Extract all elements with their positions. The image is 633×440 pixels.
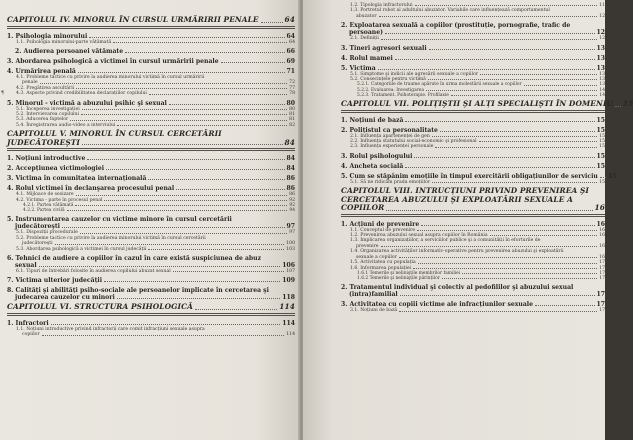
toc-page-number: 80 (286, 99, 295, 107)
toc-entry-title: 2. Polițistul ca personalitate (341, 126, 438, 134)
toc-entry (7, 247, 295, 252)
toc-entry (341, 284, 605, 298)
toc-entry (341, 55, 605, 62)
toc-entry-title: 4.2. Victima - parte în procesul penal (16, 197, 103, 203)
dot-leader (82, 109, 287, 110)
toc-entry-title-continuation: abuzator (356, 13, 377, 19)
dot-leader (104, 281, 280, 282)
right-page-table-of-contents (303, 0, 633, 440)
dot-leader (442, 278, 598, 279)
dot-leader (55, 244, 285, 245)
toc-page-number: 15 (599, 133, 605, 139)
toc-entry (7, 123, 295, 128)
toc-entry-title: 5.2. Intervievarea copilului (16, 111, 80, 117)
toc-entry-title: 1.6.2 Temerile şi nelinişțile părinților (357, 276, 440, 282)
toc-entry (341, 22, 605, 36)
toc-entry-title: 1. Psihologia minorului (7, 32, 88, 40)
toc-entry-title: 5.2.3. Tratament. Psihoterapie. Profilaxie (357, 92, 449, 98)
toc-entry (7, 130, 295, 151)
toc-page-number: 92 (289, 202, 295, 208)
dot-leader (125, 52, 284, 53)
chapter-underline (341, 216, 605, 217)
dot-leader (600, 177, 606, 178)
dot-leader (415, 5, 598, 6)
dot-leader (386, 210, 592, 211)
toc-entry (341, 187, 605, 217)
toc-entry-title: CAPITOLUL VIII. INTRUCȚIUNI PRIVIND PREVENIREA ŞI (341, 186, 589, 196)
toc-entry (341, 163, 605, 170)
toc-entry-title-continuation: prevenire (356, 243, 379, 249)
toc-entry (7, 175, 295, 182)
toc-entry-title: 5.4. Înregistrarea audio-video a interviului (16, 122, 116, 128)
toc-page-number: 81 (289, 117, 295, 123)
toc-entry-title: 1.6. Informarea populației (350, 265, 412, 271)
dot-leader (381, 246, 598, 247)
dot-leader (104, 200, 287, 201)
dot-leader (417, 230, 597, 231)
toc-page-number: 78 (289, 91, 295, 97)
chapter-underline (7, 313, 295, 314)
dot-leader (78, 72, 285, 73)
toc-entry-title: 5. Cum se stăpânim emoțiile în timpul exercitării obligațiunilor de serviciu (341, 172, 598, 180)
toc-page-number: 12 (599, 36, 605, 42)
toc-entry (7, 40, 295, 45)
dot-leader (39, 266, 281, 267)
toc-entry-title: 1. Noțiuni de bază (341, 116, 404, 124)
toc-entry-title: 1.2. Tipologia infractorului (350, 3, 413, 8)
chapter-underline (7, 150, 295, 151)
toc-page-number: 84 (284, 137, 295, 147)
toc-entry (341, 45, 605, 52)
toc-page-number: 12 (599, 13, 605, 19)
toc-page-number: 16 (596, 220, 605, 228)
dot-leader (395, 59, 595, 60)
toc-entry (7, 287, 295, 301)
toc-entry (7, 48, 295, 55)
toc-entry-title: 5.2.2. Evaluarea. Investigarea (357, 87, 425, 93)
toc-page-number: 64 (284, 15, 295, 24)
dot-leader (379, 16, 598, 17)
toc-entry (341, 65, 605, 72)
dot-leader (429, 49, 595, 50)
chapter-underline (7, 315, 295, 316)
toc-page-number: 84 (286, 155, 295, 163)
toc-page-number: 16 (599, 227, 605, 233)
dot-leader (479, 141, 598, 142)
toc-entry-title: 8. Calități şi abilități psiho-sociale ale persoanelor implicate în cercetarea şi (7, 287, 269, 295)
toc-entry-title: 3. Rolul psihologului (341, 152, 413, 160)
toc-entry (1, 90, 295, 97)
toc-entry-title: 4.2.1. Partea vătămată (23, 202, 74, 208)
chapter-underline (7, 26, 295, 27)
dot-leader (435, 147, 597, 148)
dot-leader (399, 311, 597, 312)
toc-entry-title: 5.1. Simptome şi indicii ale agresării sexuale a copiilor (350, 71, 478, 77)
dot-leader (428, 79, 597, 80)
toc-entry-title: 1.6.1 Temerile şi nelinişțile membrilor familiei (357, 270, 461, 276)
toc-entry-title: 4. Rolul mamei (341, 54, 393, 62)
toc-page-number: 17 (599, 265, 605, 271)
toc-entry (7, 100, 295, 107)
toc-entry-title: 7. Victima ulterior judecății (7, 277, 103, 285)
toc-page-number: 114 (282, 319, 295, 327)
dot-leader (432, 136, 597, 137)
toc-entry-title: 2. Exploatarea sexuală a copiilor (prostituție, pornografie, trafic de (341, 22, 571, 30)
toc-page-number: 16 (599, 243, 605, 249)
toc-entry-title: 1.3. Implicarea organizațiilor, a serviciilor publice şi a comunității în eforturile de (350, 238, 541, 244)
toc-entry (7, 165, 295, 172)
toc-page-number: 77 (289, 85, 295, 91)
toc-page-number: 15 (596, 126, 605, 134)
toc-entry-title: 1.1. Noțiuni introductive privind infractorii care comit infracțiuni sexuale asupra (16, 326, 205, 332)
toc-entry-title: 4.1. Mijloace de sesizare (16, 192, 74, 198)
toc-entry-title: 1. Noțiuni introductive (7, 155, 86, 163)
toc-entry (341, 99, 633, 113)
dot-leader (76, 195, 287, 196)
toc-page-number: 15 (596, 116, 605, 124)
toc-entry (7, 255, 295, 269)
toc-entry-title: 5. Minorul - victimă a abuzului psihic şi sexual (7, 99, 167, 107)
dot-leader (400, 295, 595, 296)
dot-leader (221, 62, 285, 63)
toc-entry-title: CAPITOLUL VII. POLIȚIŞTII ŞI ALȚI SPECIALIŞTI ÎN DOMENIU (341, 99, 613, 109)
toc-entry-title: 1.3. Portretul robot al adultului abuzator. Variabile care influențează comportamentul (350, 8, 550, 14)
dot-leader (451, 95, 597, 96)
toc-entry (341, 127, 605, 134)
chapter-underline (341, 214, 605, 215)
toc-entry-title: 2.1. Definiții (350, 36, 379, 42)
toc-entry-title: 3. Abordarea psihologică a victimei în cursul urmăririi penale (7, 57, 219, 65)
dot-leader (169, 104, 285, 105)
toc-page-number: 81 (289, 111, 295, 117)
toc-entry-title: 5.1. Începerea investigației (16, 106, 80, 112)
toc-entry-title: 6. Tehnici de audiere a copiilor în cazul în care există suspiciunea de abuz (7, 255, 262, 262)
toc-entry-title: 5.1. Dispoziții procedurale (16, 230, 78, 236)
dot-leader (75, 205, 287, 206)
dot-leader (80, 233, 287, 234)
toc-page-number: 80 (289, 106, 295, 112)
dot-leader (381, 39, 597, 40)
dot-leader (524, 85, 598, 86)
toc-page-number: 103 (286, 246, 295, 252)
toc-entry-title: 2. Tratamentul individual şi colectiv al pedofililor şi abuzului sexual (341, 284, 574, 292)
toc-page-number: 13 (596, 54, 605, 62)
chapter-underline (341, 112, 605, 113)
toc-entry (341, 172, 617, 180)
toc-entry (341, 117, 605, 124)
dot-leader (418, 263, 597, 264)
toc-page-number: 17 (599, 270, 605, 276)
toc-entry-title: 3. Victima în comunitatea internațională (7, 175, 147, 183)
toc-page-number: 118 (282, 294, 295, 302)
toc-page-number: 15 (599, 144, 605, 150)
dot-leader (615, 106, 621, 107)
toc-page-number: 13 (599, 82, 605, 88)
toc-page-number: 15 (599, 138, 605, 144)
toc-entry-title-continuation: judecarea cauzelor cu minori (15, 294, 115, 302)
dot-leader (490, 235, 598, 236)
toc-page-number: 15 (599, 179, 605, 185)
toc-entry-title: 1.1. Conceptul de prevenire (350, 227, 416, 233)
toc-entry (7, 68, 295, 75)
dot-leader (440, 131, 595, 132)
toc-page-number: 15 (622, 99, 633, 109)
toc-entry-title-continuation: COPIILOR (341, 203, 385, 213)
toc-page-number: 17 (599, 276, 605, 282)
toc-entry (341, 93, 605, 98)
toc-entry (341, 144, 605, 149)
toc-entry-title: 2.1. Influența apartenenței de gen (350, 133, 430, 139)
toc-page-number: 86 (289, 192, 295, 198)
toc-entry-title: CAPITOLUL IV. MINORUL ÎN CURSUL URMĂRIRII PENALE (7, 15, 259, 24)
toc-entry-title: 3. Tineri agresori sexuali (341, 44, 427, 52)
dot-leader (405, 167, 594, 168)
toc-entry-title: 5. Victima (341, 64, 376, 72)
dot-leader (176, 189, 284, 190)
toc-entry-title: 2.3. Influența experienței personale (350, 144, 434, 150)
dot-leader (462, 273, 597, 274)
toc-entry (7, 269, 295, 274)
toc-entry (341, 8, 605, 19)
toc-page-number: 71 (286, 67, 295, 75)
dot-leader (42, 335, 285, 336)
toc-page-number: 97 (286, 223, 295, 231)
dot-leader (76, 88, 287, 89)
toc-entry-title: 4. Ancheta socială (341, 162, 404, 170)
toc-entry-title-continuation: penale (22, 80, 38, 86)
toc-entry-title: CAPITOLUL V. MINORUL ÎN CURSUL CERCETĂRII (7, 129, 222, 139)
toc-page-number: 16 (594, 203, 605, 213)
dot-leader (261, 22, 283, 23)
dot-leader (480, 74, 597, 75)
toc-entry (7, 216, 295, 230)
toc-page-number: 100 (286, 241, 295, 247)
toc-entry-title-continuation: copiilor (22, 332, 40, 338)
dot-leader (67, 210, 288, 211)
toc-page-number: 13 (596, 44, 605, 52)
toc-entry-title: 1.2. Prevenirea abuzului sexual asupra copiilor în România (350, 233, 488, 239)
toc-entry-title: 1. Acțiuni de prevenire (341, 220, 420, 228)
left-page-table-of-contents (0, 0, 300, 440)
dot-leader (113, 42, 287, 43)
dot-leader (378, 69, 595, 70)
dot-leader (117, 298, 280, 299)
toc-page-number: 15 (596, 162, 605, 170)
toc-entry (7, 303, 295, 316)
toc-page-number: 15 (596, 152, 605, 160)
toc-page-number: 17 (599, 308, 605, 314)
toc-page-number: 13 (599, 71, 605, 77)
toc-entry-title-continuation: JUDECĂTOREŞTI (7, 137, 80, 147)
toc-entry (7, 16, 295, 29)
dot-leader (432, 182, 597, 183)
toc-entry (7, 236, 295, 247)
toc-page-number: 16 (599, 233, 605, 239)
toc-page-number: 106 (282, 262, 295, 269)
toc-entry-title: 1.4. Organizarea activităților informativ-operative pentru prevenirea abuzului şi exploatării (350, 249, 564, 255)
dot-leader (70, 120, 287, 121)
toc-entry (7, 33, 295, 40)
toc-page-number: 66 (286, 47, 295, 55)
toc-entry (341, 36, 605, 41)
toc-entry (7, 320, 295, 327)
toc-entry (341, 180, 605, 185)
dot-leader (148, 249, 284, 250)
dot-leader (106, 169, 284, 170)
toc-page-number: 17 (599, 260, 605, 266)
toc-entry (7, 75, 295, 86)
dot-leader (405, 121, 594, 122)
dot-leader (62, 227, 285, 228)
toc-entry-title: 4.2.2. Partea civilă (23, 208, 65, 214)
dot-leader (414, 157, 594, 158)
toc-page-number: 64 (286, 32, 295, 40)
toc-entry-title: 4.2. Pregătirea ascultării (16, 85, 75, 91)
toc-entry-title-continuation: persoane) (349, 29, 383, 37)
dot-leader (426, 90, 597, 91)
toc-entry (341, 238, 605, 249)
toc-page-number: 12 (596, 29, 605, 37)
toc-entry-title: 4. Rolul victimei în declanşarea procesului penal (7, 185, 175, 193)
toc-entry-title-continuation: CERCETAREA ABUZULUI ŞI EXPLOATĂRII SEXUALE A (341, 194, 573, 204)
toc-page-number: 69 (286, 57, 295, 65)
toc-page-number: 109 (282, 277, 295, 285)
toc-page-number: 94 (289, 208, 295, 214)
dot-leader (421, 225, 594, 226)
toc-page-number: 107 (286, 269, 295, 274)
chapter-underline (341, 110, 605, 111)
toc-page-number: 14 (599, 87, 605, 93)
toc-entry-title: 5.3. Aducerea faptelor (16, 117, 69, 123)
toc-entry-title-continuation: sexuale a copiilor (356, 254, 397, 260)
toc-page-number: 92 (289, 197, 295, 203)
toc-entry-title: 3. Activitatea cu copiii victime ale infracțiunilor sexuale (341, 301, 533, 309)
toc-entry (341, 249, 605, 260)
toc-page-number: 86 (286, 185, 295, 193)
toc-entry (341, 276, 605, 281)
toc-entry (7, 327, 295, 338)
toc-page-number: 64 (289, 39, 295, 45)
toc-entry-title: 5. Instrumentarea cauzelor cu victime minore în cursul cercetării (7, 216, 232, 224)
toc-page-number: 97 (289, 230, 295, 236)
toc-page-number: 114 (286, 332, 295, 338)
dot-leader (173, 271, 284, 272)
toc-entry-title: 5.2. Probleme tactice cu privire la audierea minorului victimă în cursul cercetării (16, 235, 206, 241)
toc-page-number: 15 (607, 172, 617, 180)
toc-page-number: 14 (599, 92, 605, 98)
dot-leader (385, 33, 595, 34)
toc-entry-title: 6.1. Tipuri de întrebări folosite în audierea copilului abuzat sexual (16, 269, 171, 274)
dot-leader (40, 83, 288, 84)
toc-entry-title: 5.2.1. Categoriile de traume apărute în urma molestării sexuale a copiilor (357, 82, 522, 88)
toc-page-number: 17 (596, 291, 605, 299)
dot-leader (413, 268, 597, 269)
toc-page-number: 86 (286, 175, 295, 183)
toc-page-number: 114 (279, 302, 295, 312)
handwritten-mark: ¶ (1, 90, 5, 97)
toc-entry (341, 221, 605, 228)
toc-entry (341, 308, 605, 313)
dot-leader (82, 144, 283, 145)
dot-leader (51, 324, 281, 325)
toc-entry-title-continuation: (intra)familial (349, 291, 398, 299)
toc-entry-title: 3.1. Noțiuni de bază (350, 308, 398, 314)
toc-entry-title: 1.5. Activitatea cu populația (350, 260, 416, 266)
toc-entry-title: 5.3. Abordarea psihologică a victimei în cursul judecății (16, 246, 147, 252)
toc-entry (7, 58, 295, 65)
toc-entry-title: 2. Accepțiunea victimologiei (7, 165, 105, 173)
dot-leader (195, 309, 277, 310)
toc-entry (7, 208, 295, 213)
toc-entry-title-continuation: judecătoreşti (22, 241, 53, 247)
toc-entry-title: 4. Urmărirea penală (7, 67, 76, 75)
toc-page-number: 16 (599, 254, 605, 260)
toc-entry (7, 155, 295, 162)
toc-entry-title: CAPITOLUL VI. STRUCTURA PSIHOLOGICĂ (7, 302, 193, 312)
dot-leader (149, 94, 287, 95)
toc-entry-title: 2.2. Influența statutului social-economic şi profesional (350, 138, 477, 144)
toc-entry-title-continuation: judecătoreşti (15, 223, 60, 231)
toc-entry-title-continuation: sexual (15, 262, 37, 269)
dot-leader (148, 179, 284, 180)
chapter-underline (7, 148, 295, 149)
toc-entry-title: 1. Infractori (7, 319, 49, 327)
dot-leader (81, 114, 287, 115)
toc-entry-title: 5.2. Consecințele pentru victimă (350, 77, 426, 83)
toc-page-number: 13 (596, 64, 605, 72)
toc-entry-title: 4.3. Aspecte privind credibilitatea declarațiilor copilului (16, 91, 147, 97)
toc-page-number: 11 (599, 3, 605, 8)
chapter-underline (7, 28, 295, 29)
toc-entry-title: 5.1. Să ne ridicăm prada emoțiilor (350, 179, 430, 185)
toc-entry-title: 4.1. Probleme tactice cu privire la audierea minorului victimă în cursul urmăririi (16, 74, 205, 80)
dot-leader (399, 257, 597, 258)
toc-entry (7, 277, 295, 284)
toc-page-number: 82 (289, 122, 295, 128)
toc-entry-title: 2. Audierea persoanei vătămate (15, 47, 124, 55)
dot-leader (535, 305, 595, 306)
dot-leader (87, 159, 284, 160)
toc-entry-title: 1.1. Psihologia minorului-parte vătămată (16, 39, 112, 45)
toc-entry (341, 153, 605, 160)
toc-page-number: 13 (599, 77, 605, 83)
toc-page-number: 84 (286, 165, 295, 173)
toc-page-number: 17 (596, 301, 605, 309)
dot-leader (117, 125, 287, 126)
toc-page-number: 72 (289, 80, 295, 86)
dot-leader (89, 37, 284, 38)
